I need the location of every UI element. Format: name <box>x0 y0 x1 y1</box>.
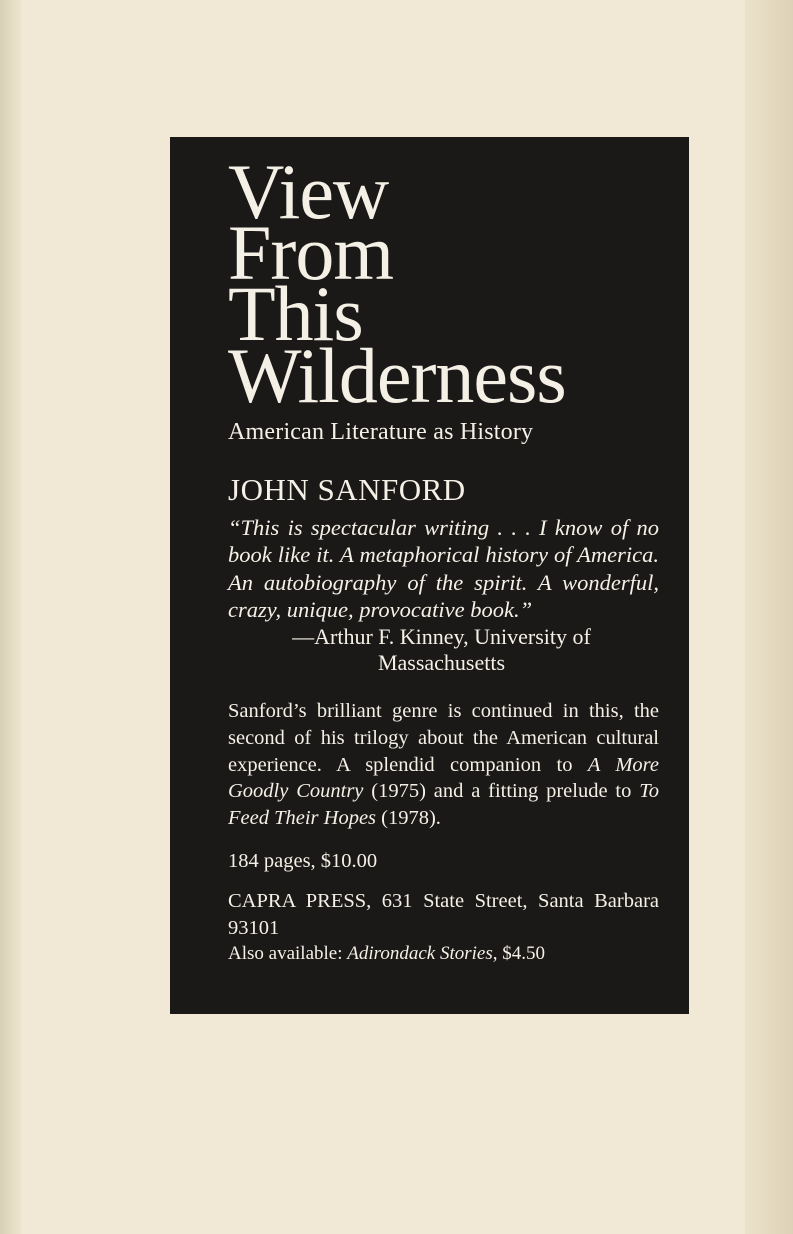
page-edge-right <box>745 0 793 1234</box>
book-description <box>228 698 659 831</box>
attribution-line-2: Massachusetts <box>377 650 506 676</box>
publisher-address: CAPRA PRESS, 631 State Street, Santa Barbara 93101 <box>228 890 659 939</box>
also-title: Adirondack Stories <box>347 942 493 964</box>
title-line-1: View <box>228 148 389 235</box>
desc-text-2: (1975) and a fitting prelude to <box>363 780 640 803</box>
also-available <box>228 942 659 967</box>
also-label: Also available: <box>228 942 348 964</box>
also-price: , $4.50 <box>492 942 545 964</box>
book-title <box>228 148 659 419</box>
book-subtitle: American Literature as History <box>228 418 534 445</box>
attribution-line-1: —Arthur F. Kinney, University of <box>292 623 591 649</box>
desc-book-title-1: A More Goodly Country <box>228 753 660 803</box>
title-line-3: This <box>228 270 363 358</box>
book-advertisement <box>170 137 689 1014</box>
desc-text-3: (1978). <box>376 806 441 829</box>
pages-and-price: 184 pages, $10.00 <box>228 849 378 872</box>
quote-attribution <box>228 624 659 677</box>
page-gutter <box>0 0 22 1234</box>
review-quote: “This is spectacular writing . . . I know of no book like it. A metaphorical history of America. An autobiography of the spirit. A wonderful, crazy, unique, provocative book.” <box>228 514 659 623</box>
desc-text-1: Sanford’s brilliant genre is continued in this, the second of his trilogy about the American cultural experience. A splendid companion to <box>228 700 659 776</box>
author-name: JOHN SANFORD <box>228 471 466 507</box>
title-line-4: Wilderness <box>228 331 566 419</box>
desc-book-title-2: To Feed Their Hopes <box>228 780 659 829</box>
title-line-2: From <box>228 209 394 297</box>
